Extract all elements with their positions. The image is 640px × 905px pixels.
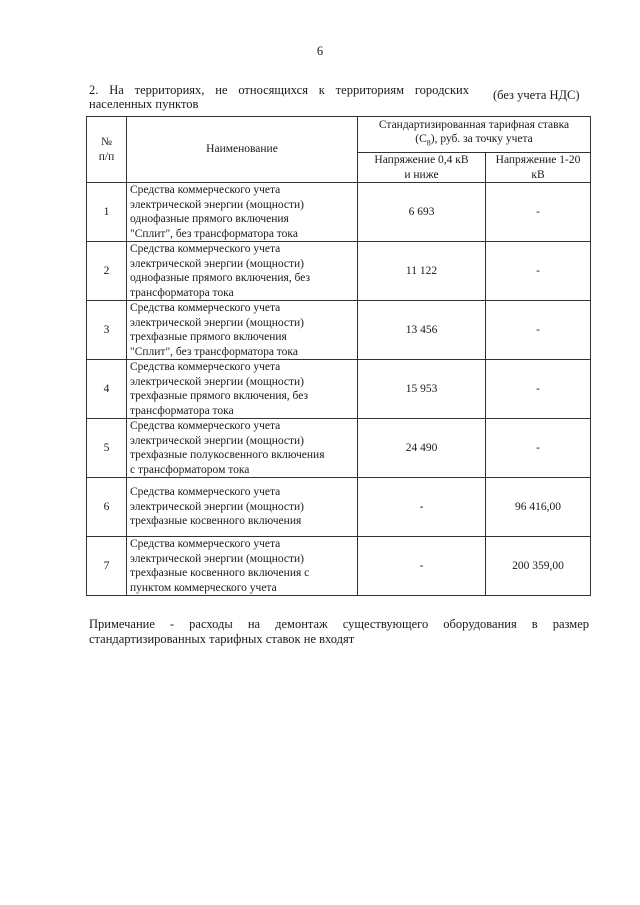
- row-name: [127, 419, 358, 478]
- row-name-line: Средства коммерческого учета: [130, 184, 281, 196]
- row-rate-low: 15 953: [358, 360, 486, 419]
- row-rate-mid: -: [486, 301, 591, 360]
- row-name-line: "Сплит", без трансформатора тока: [130, 227, 298, 240]
- header-rate-suffix: ), руб. за точку учета: [430, 133, 533, 146]
- row-rate-low: 24 490: [358, 419, 486, 478]
- row-number: 4: [87, 360, 127, 419]
- row-number: 2: [87, 242, 127, 301]
- row-name-line: с трансформатором тока: [130, 463, 250, 476]
- header-voltage-low-line1: Напряжение 0,4 кВ: [374, 154, 469, 166]
- row-rate-low: -: [358, 537, 486, 596]
- row-name-line: трехфазные прямого включения: [130, 331, 287, 343]
- row-rate-low: -: [358, 478, 486, 537]
- row-rate-mid: -: [486, 360, 591, 419]
- header-voltage-mid: [486, 153, 591, 183]
- row-name-line: пунктом коммерческого учета: [130, 581, 277, 594]
- row-name: [127, 537, 358, 596]
- row-name-line: электрической энергии (мощности): [130, 500, 304, 513]
- row-name: [127, 242, 358, 301]
- header-rate-line1: Стандартизированная тарифная ставка: [378, 118, 570, 131]
- row-name-line: трехфазные прямого включения, без: [130, 390, 309, 402]
- row-name-line: трехфазные полукосвенного включения: [130, 449, 325, 461]
- row-number: 5: [87, 419, 127, 478]
- row-name-line: электрической энергии (мощности): [130, 257, 304, 270]
- header-voltage-mid-line1: Напряжение 1-20: [495, 154, 581, 166]
- row-rate-mid: -: [486, 419, 591, 478]
- section-heading-line1: 2. На территориях, не относящихся к территориям городских: [89, 83, 469, 97]
- table-header-row: [87, 117, 591, 153]
- row-number: 7: [87, 537, 127, 596]
- row-name-line: Средства коммерческого учета: [130, 486, 281, 499]
- page-number: 6: [316, 44, 324, 58]
- row-name-line: Средства коммерческого учета: [130, 243, 281, 255]
- row-name-line: электрической энергии (мощности): [130, 434, 304, 447]
- row-rate-mid: -: [486, 242, 591, 301]
- row-name-line: электрической энергии (мощности): [130, 375, 304, 388]
- footnote: [89, 617, 589, 647]
- row-number: 1: [87, 183, 127, 242]
- table-row: [87, 360, 591, 419]
- tariff-table: [86, 116, 591, 596]
- table-row: [87, 242, 591, 301]
- row-name-line: трехфазные косвенного включения: [130, 515, 302, 528]
- row-rate-low: 13 456: [358, 301, 486, 360]
- header-rate: [358, 117, 591, 153]
- row-name-line: электрической энергии (мощности): [130, 552, 304, 565]
- table-row: [87, 537, 591, 596]
- row-number: 3: [87, 301, 127, 360]
- row-name: [127, 301, 358, 360]
- row-name-line: Средства коммерческого учета: [130, 361, 281, 373]
- header-voltage-mid-line2: кВ: [531, 168, 545, 181]
- header-rate-subscript: 8: [426, 138, 431, 148]
- row-rate-low: 6 693: [358, 183, 486, 242]
- row-rate-mid: 96 416,00: [486, 478, 591, 537]
- row-rate-mid: 200 359,00: [486, 537, 591, 596]
- table-row: [87, 301, 591, 360]
- table-row: [87, 419, 591, 478]
- row-name-line: Средства коммерческого учета: [130, 538, 281, 550]
- header-rate-prefix: (С: [415, 133, 427, 146]
- header-number-line2: п/п: [98, 150, 115, 163]
- row-name-line: электрической энергии (мощности): [130, 198, 304, 211]
- row-rate-low: 11 122: [358, 242, 486, 301]
- row-number: 6: [87, 478, 127, 537]
- row-name: [127, 183, 358, 242]
- vat-note: (без учета НДС): [493, 88, 580, 102]
- row-rate-mid: -: [486, 183, 591, 242]
- row-name-line: трехфазные косвенного включения с: [130, 567, 310, 579]
- row-name-line: Средства коммерческого учета: [130, 420, 281, 432]
- header-number-line1: №: [101, 136, 112, 148]
- header-name: Наименование: [127, 117, 358, 183]
- header-voltage-low-line2: и ниже: [404, 168, 439, 181]
- section-heading-line2: населенных пунктов: [89, 97, 199, 111]
- row-name-line: однофазные прямого включения: [130, 213, 289, 225]
- row-name: [127, 360, 358, 419]
- table-row: [87, 478, 591, 537]
- header-voltage-low: [358, 153, 486, 183]
- header-number: [87, 117, 127, 183]
- row-name: [127, 478, 358, 537]
- row-name-line: трансформатора тока: [130, 404, 234, 417]
- row-name-line: электрической энергии (мощности): [130, 316, 304, 329]
- header-rate-line2: [361, 132, 587, 151]
- row-name-line: "Сплит", без трансформатора тока: [130, 345, 298, 358]
- row-name-line: однофазные прямого включения, без: [130, 272, 311, 284]
- row-name-line: трансформатора тока: [130, 286, 234, 299]
- table-row: [87, 183, 591, 242]
- row-name-line: Средства коммерческого учета: [130, 302, 281, 314]
- footnote-line2: стандартизированных тарифных ставок не входят: [89, 632, 355, 646]
- footnote-line1: Примечание - расходы на демонтаж существующего оборудования в размер: [89, 617, 589, 631]
